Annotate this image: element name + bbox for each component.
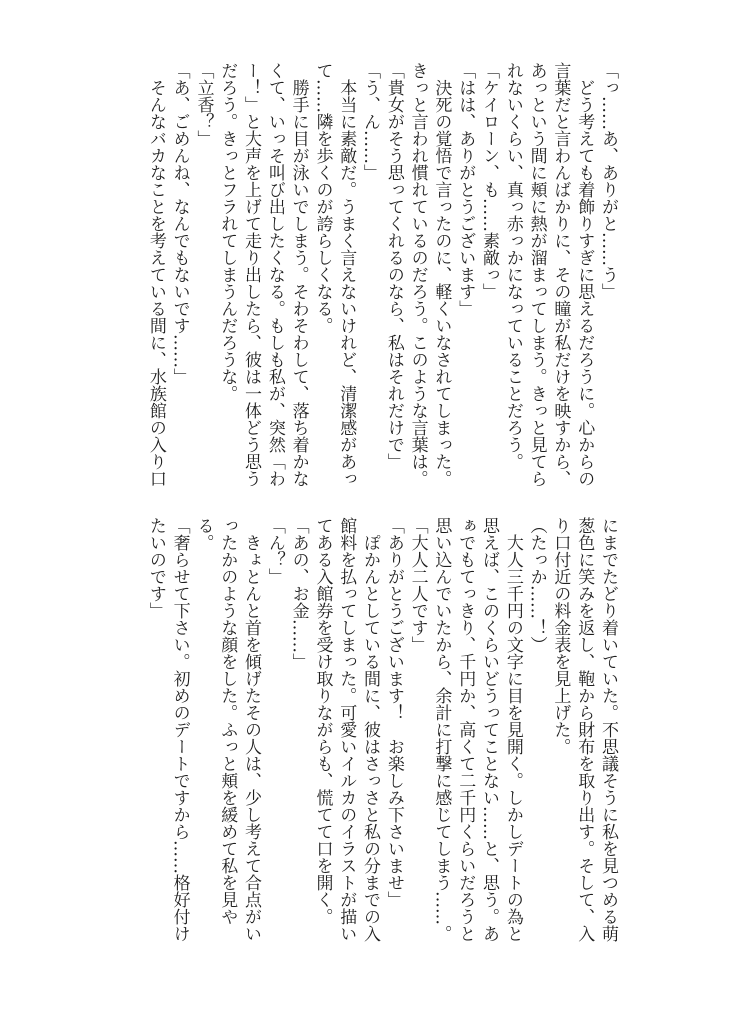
text-column: 「貴女がそう思ってくれるのなら、私はそれだけで」 [383, 62, 404, 470]
text-column: （たっか……！） [526, 517, 547, 653]
text-column: どう考えても着飾りすぎに思えるだろうに。心からの [574, 62, 595, 487]
text-column: 「はは、ありがとうございます」 [455, 62, 476, 317]
text-column: 「ん？」 [264, 517, 285, 585]
text-column: 葱色に笑みを返し、鞄から財布を取り出す。そして、入 [574, 517, 595, 942]
text-column: 「ありがとうございます！ お楽しみ下さいませ」 [383, 517, 404, 908]
text-column: 「ケイローン、も……素敵っ」 [479, 62, 500, 300]
text-column: 館料を払ってしまった。可愛いイルカのイラストが描い [336, 517, 357, 942]
text-column: きっと言われ慣れているのだろう。このような言葉は。 [407, 62, 428, 487]
text-column: 言葉だと言わんばかりに、その瞳が私だけを映すから、 [550, 62, 571, 487]
text-column: り口付近の料金表を見上げた。 [550, 517, 571, 755]
text-column: ったかのような顔をした。ふっと頬を緩めて私を見や [217, 517, 238, 925]
upper-text-tier [143, 62, 619, 492]
text-column: てある入館券を受け取りながらも、慌てて口を開く。 [312, 517, 333, 925]
text-column: 「っ……あ、ありがと……う」 [598, 62, 618, 300]
text-column: たいのです」 [145, 517, 166, 619]
text-column: 決死の覚悟で言ったのに、軽くいなされてしまった。 [431, 62, 452, 487]
text-column: 「大人二人です」 [407, 517, 428, 653]
text-column: そんなバカなことを考えている間に、水族館の入り口 [145, 62, 166, 487]
text-column: ぁでもてっきり、千円か、高くて二千円くらいだろうと [455, 517, 476, 942]
lower-text-tier [143, 517, 619, 947]
text-column: 勝手に目が泳いでしまう。そわそわして、落ち着かな [288, 62, 309, 487]
text-column: れないくらい、真っ赤っかになっていることだろう。 [502, 62, 523, 470]
text-column: 本当に素敵だ。うまく言えないけれど、清潔感があっ [336, 62, 357, 487]
text-column: だろう。きっとフラれてしまうんだろうな。 [217, 62, 238, 402]
text-column: 大人三千円の文字に目を見開く。しかしデートの為と [502, 517, 523, 942]
text-column: 思えば、このくらいどうってことない……と、思う。あ [479, 517, 500, 942]
text-column: 「う、ん……」 [360, 62, 381, 181]
text-column: きょとんと首を傾げたその人は、少し考えて合点がい [241, 517, 262, 942]
text-column: あっという間に頬に熱が溜まってしまう。きっと見てら [526, 62, 547, 487]
text-column: る。 [193, 517, 214, 551]
text-column: 「立香？」 [193, 62, 214, 147]
text-column: にまでたどり着いていた。不思議そうに私を見つめる萌 [598, 517, 618, 942]
text-column: て……隣を歩くのが誇らしくなる。 [312, 62, 333, 334]
text-column: ぽかんとしている間に、彼はさっさと私の分までの入 [360, 517, 381, 942]
text-column: 「あの、お金……」 [288, 517, 309, 670]
text-column: くて、いっそ叫び出したくなる。もしも私が、突然「わ [264, 62, 285, 487]
text-column: 思い込んでいたから、余計に打撃に感じてしまう……。 [431, 517, 452, 942]
text-column: 「あ、ごめんね、なんでもないです……」 [169, 62, 190, 385]
text-column: ー！」と大声を上げて走り出したら、彼は一体どう思う [241, 62, 262, 487]
text-column: 「奢らせて下さい。初めのデートですから……格好付け [169, 517, 190, 942]
